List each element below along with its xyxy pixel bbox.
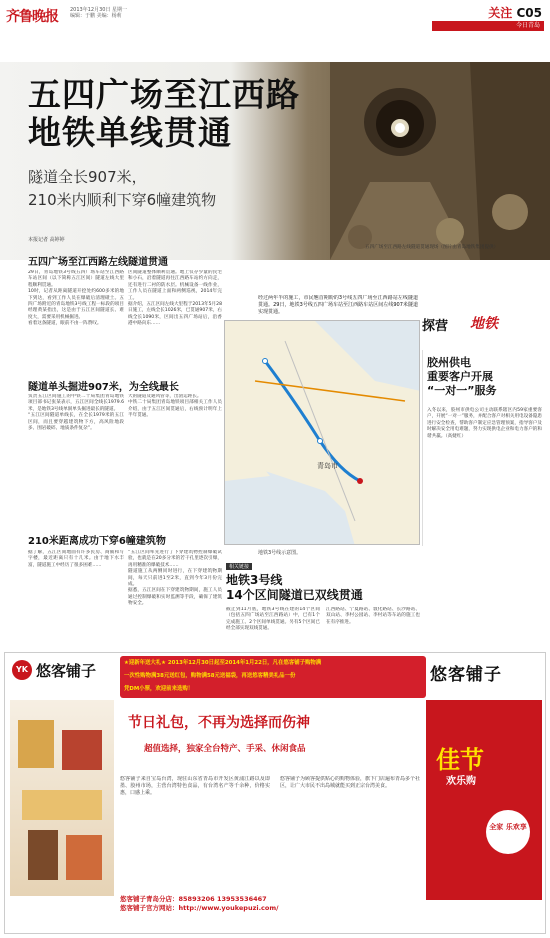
- page-number: C05: [516, 6, 542, 20]
- paragraph: 看着这条隧道，眼前不由一阵赞叹。: [28, 321, 102, 327]
- sidebar-headline-line3: “一对一”服务: [427, 384, 497, 397]
- related-headline-line1: 地铁3号线: [226, 573, 283, 587]
- ad-brand-name-left: 悠客铺子: [36, 662, 97, 680]
- probe-label: 探营: [422, 319, 449, 334]
- ad-products-image: [10, 700, 114, 896]
- paragraph: “五江区间率先进行了下穿建筑物控制爆破试验，也就是在20多分米的若干孔里逐次引爆，再用精准的爆破技术……: [128, 550, 222, 568]
- paragraph: “五江区间隧道单线长，在全长1979米的五江区间，而且要穿越建筑物下方，高风险地段多、围岩破碎、地质条件复杂”。: [28, 413, 124, 432]
- ad-brand-left: [8, 652, 116, 692]
- article-col2-block1: [128, 270, 222, 373]
- hotline-number: 85893206 13953536467: [178, 895, 267, 903]
- related-tag: 相关链接: [226, 563, 252, 570]
- probe-tag: 地铁: [470, 316, 498, 332]
- ad-sub-slogan: 超值选择，独家全台特产、手采、休闲食品: [144, 744, 306, 754]
- map-city-label: 青岛市: [317, 462, 338, 470]
- map-summary: 经过两年半的施工，市民翘首期盼的3号线五四广场至江西路站左线隧道贯通。29日，地铁3号线五四广场车站至江西路车站区间左线907米隧道实现贯通。: [258, 295, 418, 315]
- ad-hotline: [120, 894, 420, 903]
- probe-column-header: [422, 313, 546, 343]
- article-col1-block1: [28, 270, 124, 373]
- section-name: 关注: [488, 6, 513, 20]
- tunnel-photo: [330, 62, 550, 260]
- byline: 本报记者 高婷婷: [28, 237, 65, 243]
- paragraph: 负责五江区间施工的中铁二十局集团青岛地铁项目部书记张某表示，五江区间全线长1979.6米，是地铁3号线单洞单头掘进最长的隧道。: [28, 394, 124, 412]
- map-graphic: [225, 321, 420, 545]
- photo-caption: 五四广场至江西路左线隧道贯通现场（图片由青岛地铁集团提供）: [365, 245, 499, 250]
- related-headline-line2: 14个区间隧道已双线贯通: [226, 588, 363, 602]
- article-col2-block2: [128, 394, 222, 528]
- ad-promo-banner: [120, 656, 426, 698]
- ad-slogan: 节日礼包，不再为选择而伤神: [128, 715, 310, 731]
- headline: [28, 76, 300, 152]
- section-bar: 今日青岛: [432, 21, 544, 31]
- article-col2-block3: [128, 550, 222, 646]
- promo-line2: 一次性购物满38元送红包，购物满58元送福袋，再送悠客精美礼品一份: [124, 673, 296, 679]
- sidebar-story: [422, 350, 546, 546]
- promo-line1: ★迎新年送大礼★ 2013年12月30日起至2014年1月22日，凡在悠客铺子购物满: [124, 660, 322, 666]
- paragraph: 据了解，五江区间地面有许多民房、商铺和写字楼，最近距离只有十几米。由于地下水丰富，隧道施工中经历了很多困难……: [28, 550, 124, 568]
- subheadline: [28, 166, 216, 212]
- map-caption: 地铁3号线示意图。: [258, 550, 302, 556]
- ad-festival-panel: [426, 700, 542, 900]
- ad-brand-name-right: 悠客铺子: [430, 665, 502, 685]
- headline-line2: 地铁单线贯通: [28, 113, 232, 152]
- newspaper-logo: 齐鲁晚报: [6, 9, 58, 25]
- paragraph: 区间隧道整体顺利贯通。地上仅存少量的民宅和小石，沿着隧道再往江西路车站约方向走，还有进行二衬的防水层。机械设备一线作业，工作人员在隧道上面和两侧巡视，2014年完工。: [128, 270, 222, 301]
- paragraph: 隧道施工从两侧同时进行，在下穿建筑物期间，每天只前进1至2米，直到今年3月份完成。: [128, 569, 222, 588]
- star-badge: 全家 乐欢享: [486, 810, 530, 854]
- subheadline-line1: 隧道全长907米，: [28, 168, 147, 186]
- festival-subtitle: 欢乐购: [446, 776, 476, 787]
- sidebar-body: 入冬以来，胶州市供电公司主动联系辖区内59家重要客户，开展“一对一”服务，并配合客户对相关用电设备隐患进行安全检查，帮助客户制定应急管理预案，指导客户及时解决安全用电难题，努力实现供电企业和电力客户的和谐共赢。（高婕红）: [427, 408, 543, 439]
- issue-editors: 编辑：于鹏 美编：杨莉: [70, 13, 122, 19]
- section-title-3: 210米距离成功下穿6幢建筑物: [28, 536, 166, 547]
- ad-contacts: [120, 894, 420, 912]
- paragraph: 29日，青岛地铁3号线五四广场车站至江西路车站区间（以下简称五江区间）隧道左线大里程顺利贯通。: [28, 270, 124, 288]
- paragraph: 据悉，五江区间在下穿建筑物期间，施工人员通过控制爆破和实时监测等手段，确保了建筑物安全。: [128, 588, 222, 607]
- article-col1-block3: [28, 550, 124, 646]
- ad-brand-right: [428, 652, 546, 692]
- products-illustration: [10, 700, 114, 896]
- brand-logo-icon: YK: [12, 660, 32, 680]
- website-url[interactable]: http://www.youkepuzi.com/: [178, 904, 279, 912]
- sidebar-headline-line2: 重要客户开展: [427, 370, 493, 383]
- headline-line1: 五四广场至江西路: [28, 75, 300, 114]
- sidebar-headline-line1: 胶州供电: [427, 356, 471, 369]
- promo-text: [120, 656, 426, 697]
- ad-text-right: 悠客铺子为顾客提供贴心的购物体验，旗下门店遍布青岛多个社区，让广大市民不出岛城就能买到正宗台湾美食。: [280, 776, 420, 789]
- hotline-label: 悠客铺子青岛分店：: [120, 895, 179, 903]
- related-col2: 江西路站、宁夏路站、敦化路站、长沙路站、双山站、李村公园站、李村站等车站的施工也在有序推进。: [326, 607, 420, 625]
- sidebar-headline: [423, 350, 546, 398]
- issue-meta: [70, 7, 127, 19]
- issue-date: 2013年12月30日 星期一: [70, 7, 128, 13]
- festival-title: 佳节: [436, 746, 484, 774]
- subheadline-line2: 210米内顺利下穿6幢建筑物: [28, 191, 217, 209]
- article-col1-block2: [28, 394, 124, 528]
- paragraph: 中铁二十局集团青岛地铁项目部相关工作人员介绍，由于五江区间贯通后，右线预计明年上半年贯通。: [128, 400, 222, 419]
- ad-text-left: 悠客铺子来自宝岛台湾，现驻山东省青岛市开发区黄浦江路以及即墨、胶州市场，主营台湾特色食品，有台湾名产等千余种，价格实惠，口感上乘。: [120, 776, 270, 796]
- section-header: [488, 4, 542, 21]
- related-col1: 截止到11月底，地铁3号线在建的14个区间（包括五四广场站至江西路站）中，已有1个完成施工、2个区间单线贯通。另有5个区间已经全部实现双线贯通。: [226, 607, 320, 632]
- ad-website[interactable]: [120, 903, 420, 912]
- paragraph: 大的隧道及通风管等，出渣运距长。: [128, 394, 202, 399]
- promo-line3: 凭DM小票，欢迎前来选购！: [124, 686, 194, 692]
- website-label: 悠客铺子官方网站：: [120, 904, 179, 912]
- section-title-2: 隧道单头掘进907米，为全线最长: [28, 382, 179, 393]
- section-title-1: 五四广场至江西路左线隧道贯通: [28, 257, 168, 268]
- metro-map: [224, 320, 420, 545]
- paragraph: 10时，记者从距离隧道开挖处约600多米的地下到达，看到工作人员在爆破后清理碴土。五四广场附近的青岛地铁3号线工程一标段的项目经理黄某指出，这是由于五江区间隧道长、难度大，需要采用机械掘进。: [28, 289, 124, 320]
- paragraph: 据介绍，五江区间左线大里程于2013年5月28日施工，左线全长1026米，已贯通907米，右线全长1090米，区间出五四广场站后，沿香港中路向东……: [128, 302, 222, 327]
- related-headline: [226, 573, 363, 603]
